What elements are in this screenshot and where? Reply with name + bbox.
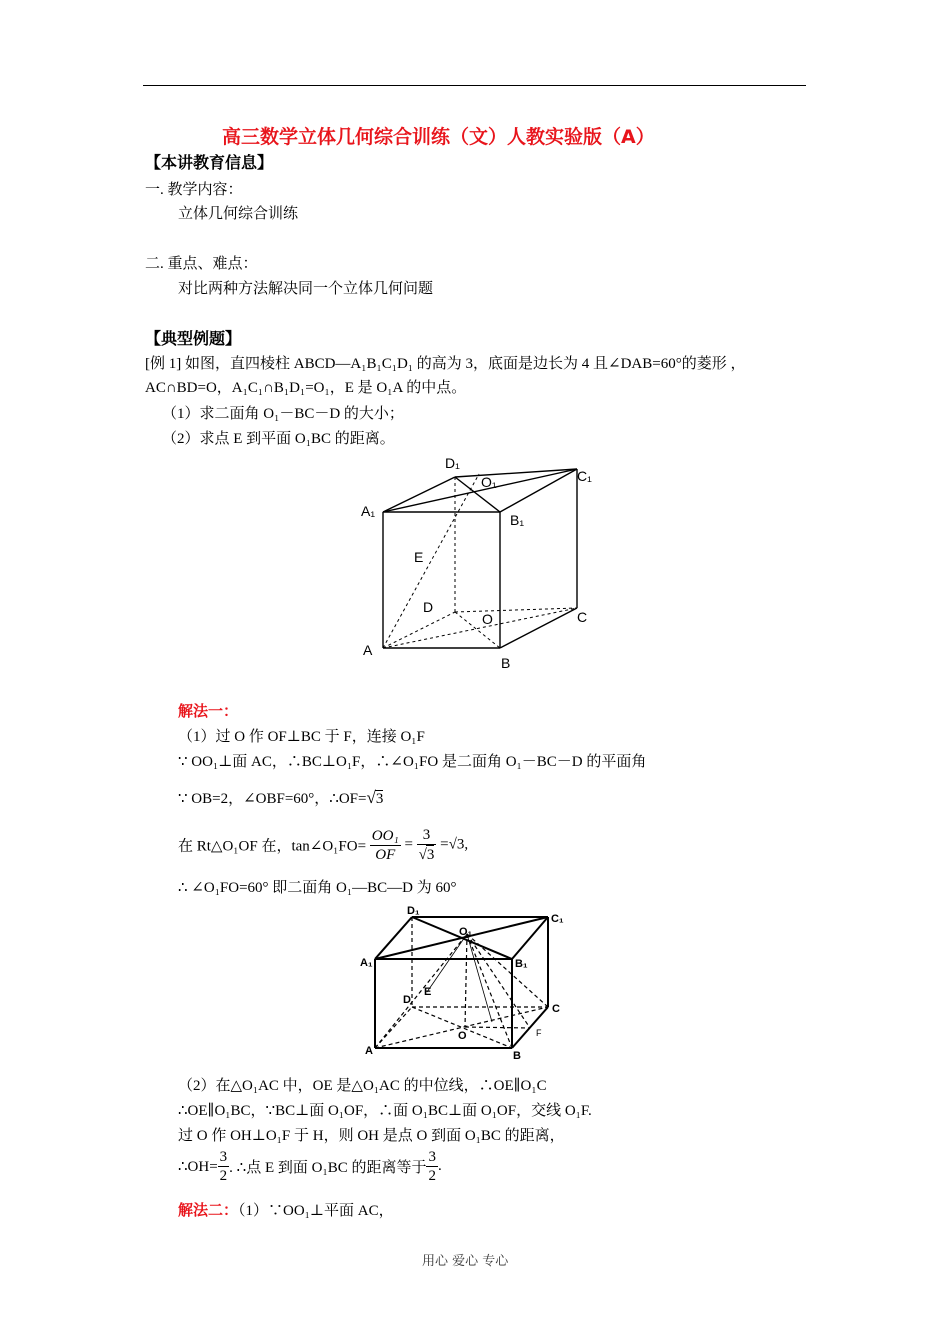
- fig1-label-c: C: [577, 609, 588, 625]
- fig1-label-o1: O₁: [481, 474, 497, 490]
- prism-figure-1: [355, 450, 605, 675]
- page-footer: 用心 爱心 专心: [422, 1254, 509, 1269]
- solution1-line-3: ∵ OB=2，∠OBF=60°，∴OF=√3: [178, 788, 384, 807]
- key-text: 对比两种方法解决同一个立体几何问题: [178, 281, 434, 297]
- fig2-label-c: C: [552, 1003, 560, 1015]
- fig2-label-b: B: [513, 1050, 521, 1062]
- fig1-label-b1: B₁: [510, 512, 525, 528]
- fig1-label-e: E: [414, 549, 424, 565]
- question-2: （2）求点 E 到平面 O₁BC 的距离。: [162, 431, 395, 447]
- solution1b-line-2: ∴OE∥O₁BC，∵BC⊥面 O₁OF，∴面 O₁BC⊥面 O₁OF，交线 O₁F.: [178, 1103, 592, 1119]
- examples-heading: 【典型例题】: [145, 329, 242, 348]
- fig1-label-o: O: [482, 611, 493, 627]
- fig2-label-o: O: [458, 1030, 467, 1042]
- fig1-label-d1: D₁: [445, 455, 460, 471]
- prism-figure-2: [355, 902, 580, 1062]
- fig2-label-d: D: [403, 994, 411, 1006]
- example-paragraph-1: [例 1] 如图，直四棱柱 ABCD—A₁B₁C₁D₁ 的高为 3，底面是边长为 4 且∠DAB=60°的菱形 ，: [145, 356, 746, 372]
- solution1-sqrt-value: 3: [375, 791, 384, 807]
- fig1-label-a1: A₁: [361, 503, 376, 519]
- fig1-label-d: D: [423, 599, 434, 615]
- fraction-3-2-a: $\frac{3}{2}$: [219, 1149, 228, 1184]
- equals-sign: =: [404, 836, 413, 853]
- solution2-text: （1）∵OO₁⊥平面 AC，: [238, 1203, 394, 1219]
- fraction-oo1-of: $\frac{\text{OO₁}}{OF}$: [371, 827, 399, 863]
- fraction-3-2-b: $\frac{3}{2}$: [428, 1149, 436, 1184]
- fig2-label-d1: D₁: [407, 905, 420, 917]
- solution2-line: [178, 1199, 394, 1220]
- fig1-label-c1: C₁: [577, 468, 592, 484]
- content-text: 立体几何综合训练: [178, 206, 299, 222]
- key-heading: 二. 重点、难点：: [145, 256, 258, 272]
- solution1-line-4: [178, 826, 468, 864]
- fig1-label-a: A: [363, 642, 373, 658]
- solution1b-line-4-mid: . ∴点 E 到面 O₁BC 的距离等于: [229, 1160, 427, 1176]
- content-heading: 一. 教学内容：: [145, 182, 243, 198]
- header-rule: [143, 85, 806, 86]
- fig2-label-e: E: [424, 986, 432, 998]
- solution2-label: 解法二：: [178, 1203, 239, 1219]
- page-title: 高三数学立体几何综合训练（文）人教实验版（A）: [222, 126, 655, 148]
- section-info-heading: 【本讲教育信息】: [145, 153, 274, 172]
- example-paragraph-2: AC∩BD=O，A₁C₁∩B₁D₁=O₁，E 是 O₁A 的中点。: [145, 380, 467, 396]
- fig2-label-c1: C₁: [551, 913, 564, 925]
- solution1b-line-1: （2）在△O₁AC 中，OE 是△O₁AC 的中位线，∴OE∥O₁C: [178, 1078, 547, 1094]
- solution1b-line-4: [178, 1148, 442, 1185]
- fig2-label-b1: B₁: [515, 958, 528, 970]
- solution1-label: 解法一：: [178, 704, 239, 720]
- fig1-label-b: B: [501, 655, 511, 671]
- fig2-label-a1: A₁: [360, 957, 373, 969]
- question-1: （1）求二面角 O₁－BC－D 的大小；: [162, 406, 404, 422]
- fig2-label-o1: O₁: [459, 926, 473, 938]
- solution1-line-4-text: 在 Rt△O₁OF 在，tan∠O₁FO=: [178, 838, 367, 855]
- fig2-label-a: A: [365, 1045, 373, 1057]
- solution1-line-4-tail: =√3,: [440, 836, 469, 853]
- solution1b-line-4-end: .: [437, 1158, 442, 1174]
- fig2-label-f: F: [536, 1028, 542, 1038]
- fraction-3-sqrt3: $\frac{3}{√3}$: [418, 827, 435, 863]
- solution1-line-1: （1）过 O 作 OF⊥BC 于 F，连接 O₁F: [178, 729, 425, 745]
- solution1-line-2: ∵ OO₁⊥面 AC，∴BC⊥O₁F，∴∠O₁FO 是二面角 O₁－BC－D 的平面角: [178, 754, 647, 770]
- solution1b-line-3: 过 O 作 OH⊥O₁F 于 H，则 OH 是点 O 到面 O₁BC 的距离，: [178, 1128, 565, 1144]
- solution1-line-3-text: ∵ OB=2，∠OBF=60°，∴OF=: [178, 791, 367, 807]
- solution1b-line-4-text: ∴OH=: [178, 1159, 218, 1175]
- solution1-line-5: ∴ ∠O₁FO=60° 即二面角 O₁—BC—D 为 60°: [178, 880, 457, 896]
